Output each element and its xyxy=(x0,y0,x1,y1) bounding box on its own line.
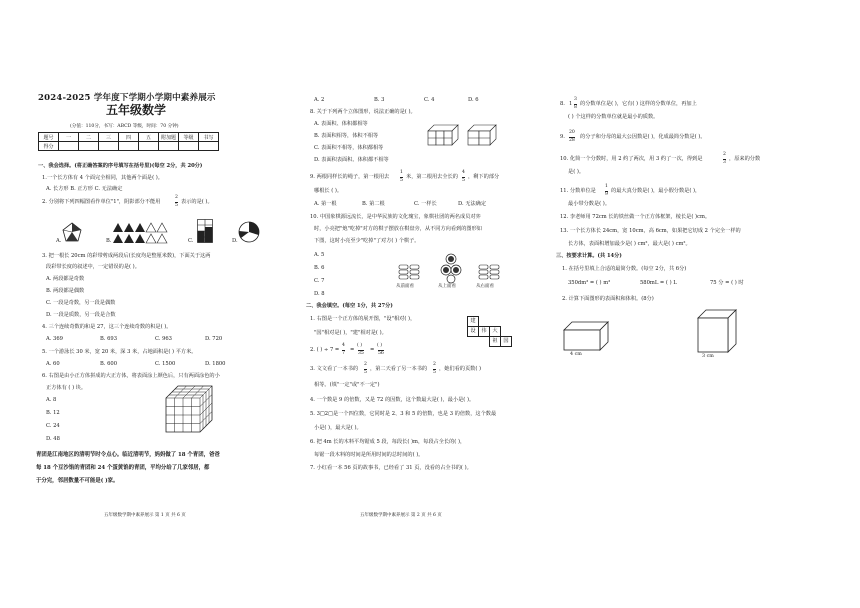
p3-f8-whole: 1 xyxy=(569,101,573,107)
p3-f8-num: 8. xyxy=(560,101,565,107)
p2-f4: 4. 一个数是 9 的倍数，又是 72 的因数，这个数最大是( )，最小是( )。 xyxy=(310,397,475,403)
p2-f2-eq2: = xyxy=(370,347,375,353)
p2-f3-stem-4: 相等。(填"一定"或"不一定") xyxy=(314,382,380,388)
p1-q6-line1: 6. 右图是由小正方体拼成的大正方体，将表面涂上颜色后，只有两面涂色的小 xyxy=(42,373,220,379)
p2-f1-line1: 1. 右图是一个正方体的展开图，"设"相对( )， xyxy=(310,316,416,322)
p1-q4: 4. 三个连续奇数的和是 27，这三个连续奇数的积是( )。 xyxy=(42,324,172,330)
exam-subject: 五年级数学 xyxy=(106,103,167,117)
p1-q5-option: B. 600 xyxy=(100,361,118,367)
exam-meta: (分值：110分，书写：ABCD 等级，时间：70 分钟) xyxy=(70,124,179,129)
p2-f3-frac-num: 2 xyxy=(364,362,367,367)
p1-q3-option: A. 两段都是奇数 xyxy=(46,276,85,282)
view-label-right: 从右面看 xyxy=(476,284,494,289)
p2-f2-frac3-den: 56 xyxy=(378,351,384,356)
p3-f8-stem: 的分数单位是( )，它有( ) 这样的分数单位，再加上 xyxy=(580,101,697,107)
p2-f2-eq: = xyxy=(350,347,355,353)
cuboid-figure xyxy=(564,322,612,352)
score-row-label: 得分 xyxy=(39,142,59,151)
score-cell[interactable] xyxy=(139,142,159,151)
p2-q9-option: C. 一样长 xyxy=(414,201,437,207)
p1-q7-line1: 青团是江南地区的清明节时令点心。临近清明节，妈妈做了 18 个青团，爸爸 xyxy=(36,452,220,458)
p3-f13-line1: 13. 一个长方体长 24cm，宽 10cm，高 6cm，如果把它切成 2 个完全一样的 xyxy=(560,228,741,234)
q2-label-d: D. xyxy=(232,238,238,244)
score-cell[interactable] xyxy=(159,142,179,151)
p2-f1-line2: "国"相对是( )，"建"相对是( )。 xyxy=(314,330,387,336)
view-label-top: 从上面看 xyxy=(438,284,456,289)
score-header: 二 xyxy=(79,133,99,142)
score-header: 题号 xyxy=(39,133,59,142)
p1-q2-frac-num: 2 xyxy=(175,195,178,200)
p1-q2-frac-den: 5 xyxy=(175,203,178,208)
p3-f9-num: 9. xyxy=(560,134,565,140)
chess-top-view xyxy=(440,253,462,283)
bar-grid-figure xyxy=(197,219,213,243)
score-header: 附加题 xyxy=(159,133,179,142)
page-3 xyxy=(556,0,860,608)
p1-q6-option: A. 8 xyxy=(46,397,57,403)
net-cell: 大 xyxy=(489,326,501,337)
p2-q9-stem-2: 米，第二根用去全长的 xyxy=(406,174,458,180)
cube-dim: 3 cm xyxy=(702,354,714,359)
page-2-footer: 五年级数学期中素养展示 第 2 页 共 6 页 xyxy=(360,513,442,518)
p3-f9-frac-num: 20 xyxy=(569,130,575,135)
p1-q5-option: D. 1800 xyxy=(205,361,226,367)
p1-q3-option: B. 两段都是偶数 xyxy=(46,288,85,294)
p2-q9-frac1-num: 1 xyxy=(400,170,403,175)
net-cell: 设 xyxy=(467,326,479,337)
page-1-footer: 五年级数学期中素养展示 第 1 页 共 6 页 xyxy=(104,513,186,518)
p2-f3-stem-3: ，她们看的页数( ) xyxy=(439,366,482,372)
score-table xyxy=(38,132,219,151)
p3-f10-frac-num: 2 xyxy=(723,152,726,157)
p2-top-option: A. 2 xyxy=(314,97,325,103)
p2-q9-frac1-den: 5 xyxy=(400,178,403,183)
p2-f5-line1: 5. 3□2□是一个四位数，它同时是 2、3 和 5 的倍数，也是 3 的倍数，这个数最 xyxy=(310,411,497,417)
p1-q6-line2: 正方体有 ( ) 块。 xyxy=(46,385,87,391)
p1-q1-options: A. 长方形 B. 正方形 C. 无法确定 xyxy=(46,186,123,192)
cuboid-dim: 4 cm xyxy=(570,352,582,357)
p3-c1-item: 350dm³ = ( ) m³ xyxy=(568,280,611,286)
p2-f2-frac-num: 4 xyxy=(342,343,345,348)
net-cell: 伟 xyxy=(478,326,490,337)
p1-q2-stem-end: 表示的是( )。 xyxy=(181,199,213,205)
score-header: 三 xyxy=(99,133,119,142)
circle-figure xyxy=(238,221,260,243)
p3-f11-stem-2: 的最大真分数是( )，最小假分数是( )， xyxy=(611,188,701,194)
p2-q10-option: D. 8 xyxy=(314,291,325,297)
p2-q9-option: B. 第二根 xyxy=(362,201,385,207)
p1-q3-option: C. 一段是奇数，另一段是偶数 xyxy=(46,300,116,306)
p1-q3-option: D. 一段是质数，另一段是合数 xyxy=(46,312,116,318)
score-header: 五 xyxy=(139,133,159,142)
p1-q4-option: D. 720 xyxy=(205,336,223,342)
page-2 xyxy=(290,0,560,608)
p3-c1-item: 580mL = ( ) L xyxy=(640,280,677,286)
p1-q4-option: B. 693 xyxy=(100,336,118,342)
net-cell: 建 xyxy=(467,316,479,327)
p2-f2-frac2-den: 35 xyxy=(358,351,364,356)
net-cell: 祖 xyxy=(489,336,501,347)
p2-top-option: B. 3 xyxy=(374,97,385,103)
q2-label-a: A. xyxy=(56,238,62,244)
p2-f2-frac-den: 7 xyxy=(342,351,345,356)
p1-q7-line2: 每 18 个豆沙馅的青团和 24 个蛋黄馅的青团，平均分给了几家邻居，都 xyxy=(36,465,210,471)
section-1-heading: 一、我会选择。(将正确答案的序号填写在括号里)(每空 2分，共 20分) xyxy=(38,163,203,169)
p2-f2-frac2-num: ( ) xyxy=(357,343,363,348)
net-cell: 国 xyxy=(500,336,512,347)
p3-f10-stem-3: 是( )。 xyxy=(568,169,585,175)
score-header: 书写 xyxy=(199,133,219,142)
triangles-figure xyxy=(112,222,166,244)
p2-q8-option: C. 表面积不相等，体积都相等 xyxy=(314,145,384,151)
p1-q5-option: C. 1500 xyxy=(155,361,176,367)
p2-f2-frac3-num: ( ) xyxy=(377,343,383,348)
p2-q9-frac2-den: 5 xyxy=(462,178,465,183)
p1-q4-option: C. 963 xyxy=(155,336,172,342)
p3-f11-frac-den: 9 xyxy=(605,192,608,197)
cube-figure xyxy=(166,386,212,432)
p2-f7: 7. 小红看一本 56 页的故事书，已经看了 31 页，没看的占全书的( )。 xyxy=(310,465,472,471)
p1-q6-option: B. 12 xyxy=(46,410,60,416)
p2-f6-line1: 6. 把 4m 长的木料平均锯成 5 段，每段长( )m，每段占全长的( )， xyxy=(310,439,466,445)
p3-c2: 2. 计算下面图形的表面积和体积。(8分) xyxy=(562,296,654,302)
p3-f8-stem-2: ( ) 个这样的分数单位就是最小的质数。 xyxy=(568,114,659,120)
p3-f8-frac-num: 3 xyxy=(574,97,577,102)
p1-q6-option: C. 24 xyxy=(46,423,60,429)
p2-q10-line3: 下图，这时小亮至少"吃掉"了对方( ) 个棋子。 xyxy=(314,238,420,244)
p3-f8-frac-den: 8 xyxy=(574,105,577,110)
p1-q4-option: A. 369 xyxy=(46,336,63,342)
q2-label-b: B. xyxy=(106,238,112,244)
cube-figure xyxy=(698,310,738,354)
p3-f10-frac-den: 3 xyxy=(723,160,726,165)
p1-q6-option: D. 48 xyxy=(46,436,60,442)
p2-q10-option: B. 6 xyxy=(314,265,325,271)
p2-q8-option: B. 表面积相等，体积不相等 xyxy=(314,133,379,139)
p1-q2-stem: 2. 分别将下列四幅图看作单位"1"，阴影部分不能用 xyxy=(42,199,161,205)
score-cell[interactable] xyxy=(79,142,99,151)
p3-f12: 12. 李老师用 72cm 长的铁丝做一个正方体框架，棱长是( )cm。 xyxy=(560,214,711,220)
score-header: 一 xyxy=(59,133,79,142)
p2-q9-option: D. 无法确定 xyxy=(458,201,487,207)
p3-c1: 1. 在括号里填上合适的最简分数。(每空 2分，共 6分) xyxy=(562,266,687,272)
score-cell[interactable] xyxy=(179,142,199,151)
score-cell[interactable] xyxy=(59,142,79,151)
score-cell[interactable] xyxy=(99,142,119,151)
p1-q5: 5. 一个游泳长 30 米，宽 20 米，深 3 米，占地面积是( ) 平方米。 xyxy=(42,349,197,355)
p3-c1-item: 75 分 = ( ) 时 xyxy=(710,280,744,286)
q2-label-c: C. xyxy=(188,238,194,244)
p2-q8-option: A. 表面积、体积都相等 xyxy=(314,121,368,127)
section-3-heading: 三、按要求计算。(共 14分) xyxy=(556,253,622,259)
p3-f11-frac-num: 1 xyxy=(605,184,608,189)
p3-f10-stem-2: ，原来的分数 xyxy=(729,156,761,162)
p2-f3-frac-den: 5 xyxy=(364,370,367,375)
p2-f3-stem: 3. 文文看了一本书的 xyxy=(310,366,359,372)
p3-f10-stem: 10. 化简一个分数时，用 2 约了两次，用 3 约了一次，得到是 xyxy=(560,156,703,162)
p1-q5-option: A. 60 xyxy=(46,361,60,367)
p3-f9-frac-den: 28 xyxy=(569,138,575,143)
p2-f2: 2. ( ) ÷ 7 = xyxy=(310,347,340,353)
p2-q10-line2: 时，小亮把"炮"吃掉"对方的棋子摆放在棋盘旁，从不同方向看到的图形如 xyxy=(314,226,482,232)
p1-q7-line3: 于分完，邻居数量不可能是( )家。 xyxy=(36,478,119,484)
p2-q8: 8. 关于下列两个立体图形，说法正确的是( )。 xyxy=(310,109,416,115)
p2-q9-stem-4: 哪根长 ( )。 xyxy=(314,188,343,194)
p2-top-option: D. 6 xyxy=(468,97,479,103)
exam-title: 2024-2025 学年度下学期小学期中素养展示 xyxy=(38,93,216,103)
p1-q3-line2: 段彩带长度的叙述中，一定错误的是( )。 xyxy=(46,264,140,270)
section-2-heading: 二、我会填空。(每空 1分，共 27分) xyxy=(306,303,393,309)
chess-front-view xyxy=(398,264,420,280)
p2-q10-line1: 10. 中国象棋源远流长，是中华民族的文化瑰宝，象棋社团的两名成员对弈 xyxy=(310,214,481,220)
score-header: 四 xyxy=(119,133,139,142)
p1-q1: 1.一个长方体有 4 个面完全相同，其他两个面是( )。 xyxy=(42,175,163,181)
p2-q9-frac2-num: 4 xyxy=(462,170,465,175)
score-cell[interactable] xyxy=(199,142,219,151)
chess-right-view xyxy=(478,264,500,280)
p2-f3-frac2-den: 5 xyxy=(433,370,436,375)
p2-f3-stem-2: ，第二天看了另一本书的 xyxy=(370,366,428,372)
p3-f11-stem: 11. 分数单位是 xyxy=(560,188,596,194)
score-header: 等级 xyxy=(179,133,199,142)
page-1 xyxy=(0,0,290,608)
p2-q10-option: A. 5 xyxy=(314,252,325,258)
p3-f13-line2: 长方体，表面积增加最少是( ) cm²，最大是( ) cm²。 xyxy=(568,241,691,247)
p2-q9-stem: 9. 两根同样长的绳子，第一根用去 xyxy=(310,174,390,180)
p3-f9-stem: 的分子和分母的最大公因数是( )，化成最简分数是( )。 xyxy=(580,134,706,140)
score-header-row xyxy=(39,133,219,142)
p1-q3-line1: 3. 把一根长 20cm 的彩带剪成两段后(长度均是整厘米数)，下面关于这两 xyxy=(42,253,211,259)
score-row xyxy=(39,142,219,151)
p2-q9-option: A. 第一根 xyxy=(314,201,337,207)
p2-f3-frac2-num: 2 xyxy=(433,362,436,367)
p2-top-option: C. 4 xyxy=(424,97,435,103)
pentagon-figure xyxy=(62,222,82,242)
p2-f5-line2: 小是( )，最大是( )。 xyxy=(314,425,362,431)
solid-a-figure xyxy=(428,125,458,145)
p2-f6-line2: 每锯一段木料的时间是所用时间的总时间的( )。 xyxy=(314,452,424,458)
p2-q8-option: D. 表面积表面积、体积都不相等 xyxy=(314,157,389,163)
solid-b-figure xyxy=(468,125,496,145)
p2-q9-stem-3: ，剩下的部分 xyxy=(468,174,500,180)
view-label-front: 从前面看 xyxy=(396,284,414,289)
p3-f11-stem-3: 最小带分数是( )。 xyxy=(568,201,611,207)
p2-q10-option: C. 7 xyxy=(314,278,325,284)
score-cell[interactable] xyxy=(119,142,139,151)
